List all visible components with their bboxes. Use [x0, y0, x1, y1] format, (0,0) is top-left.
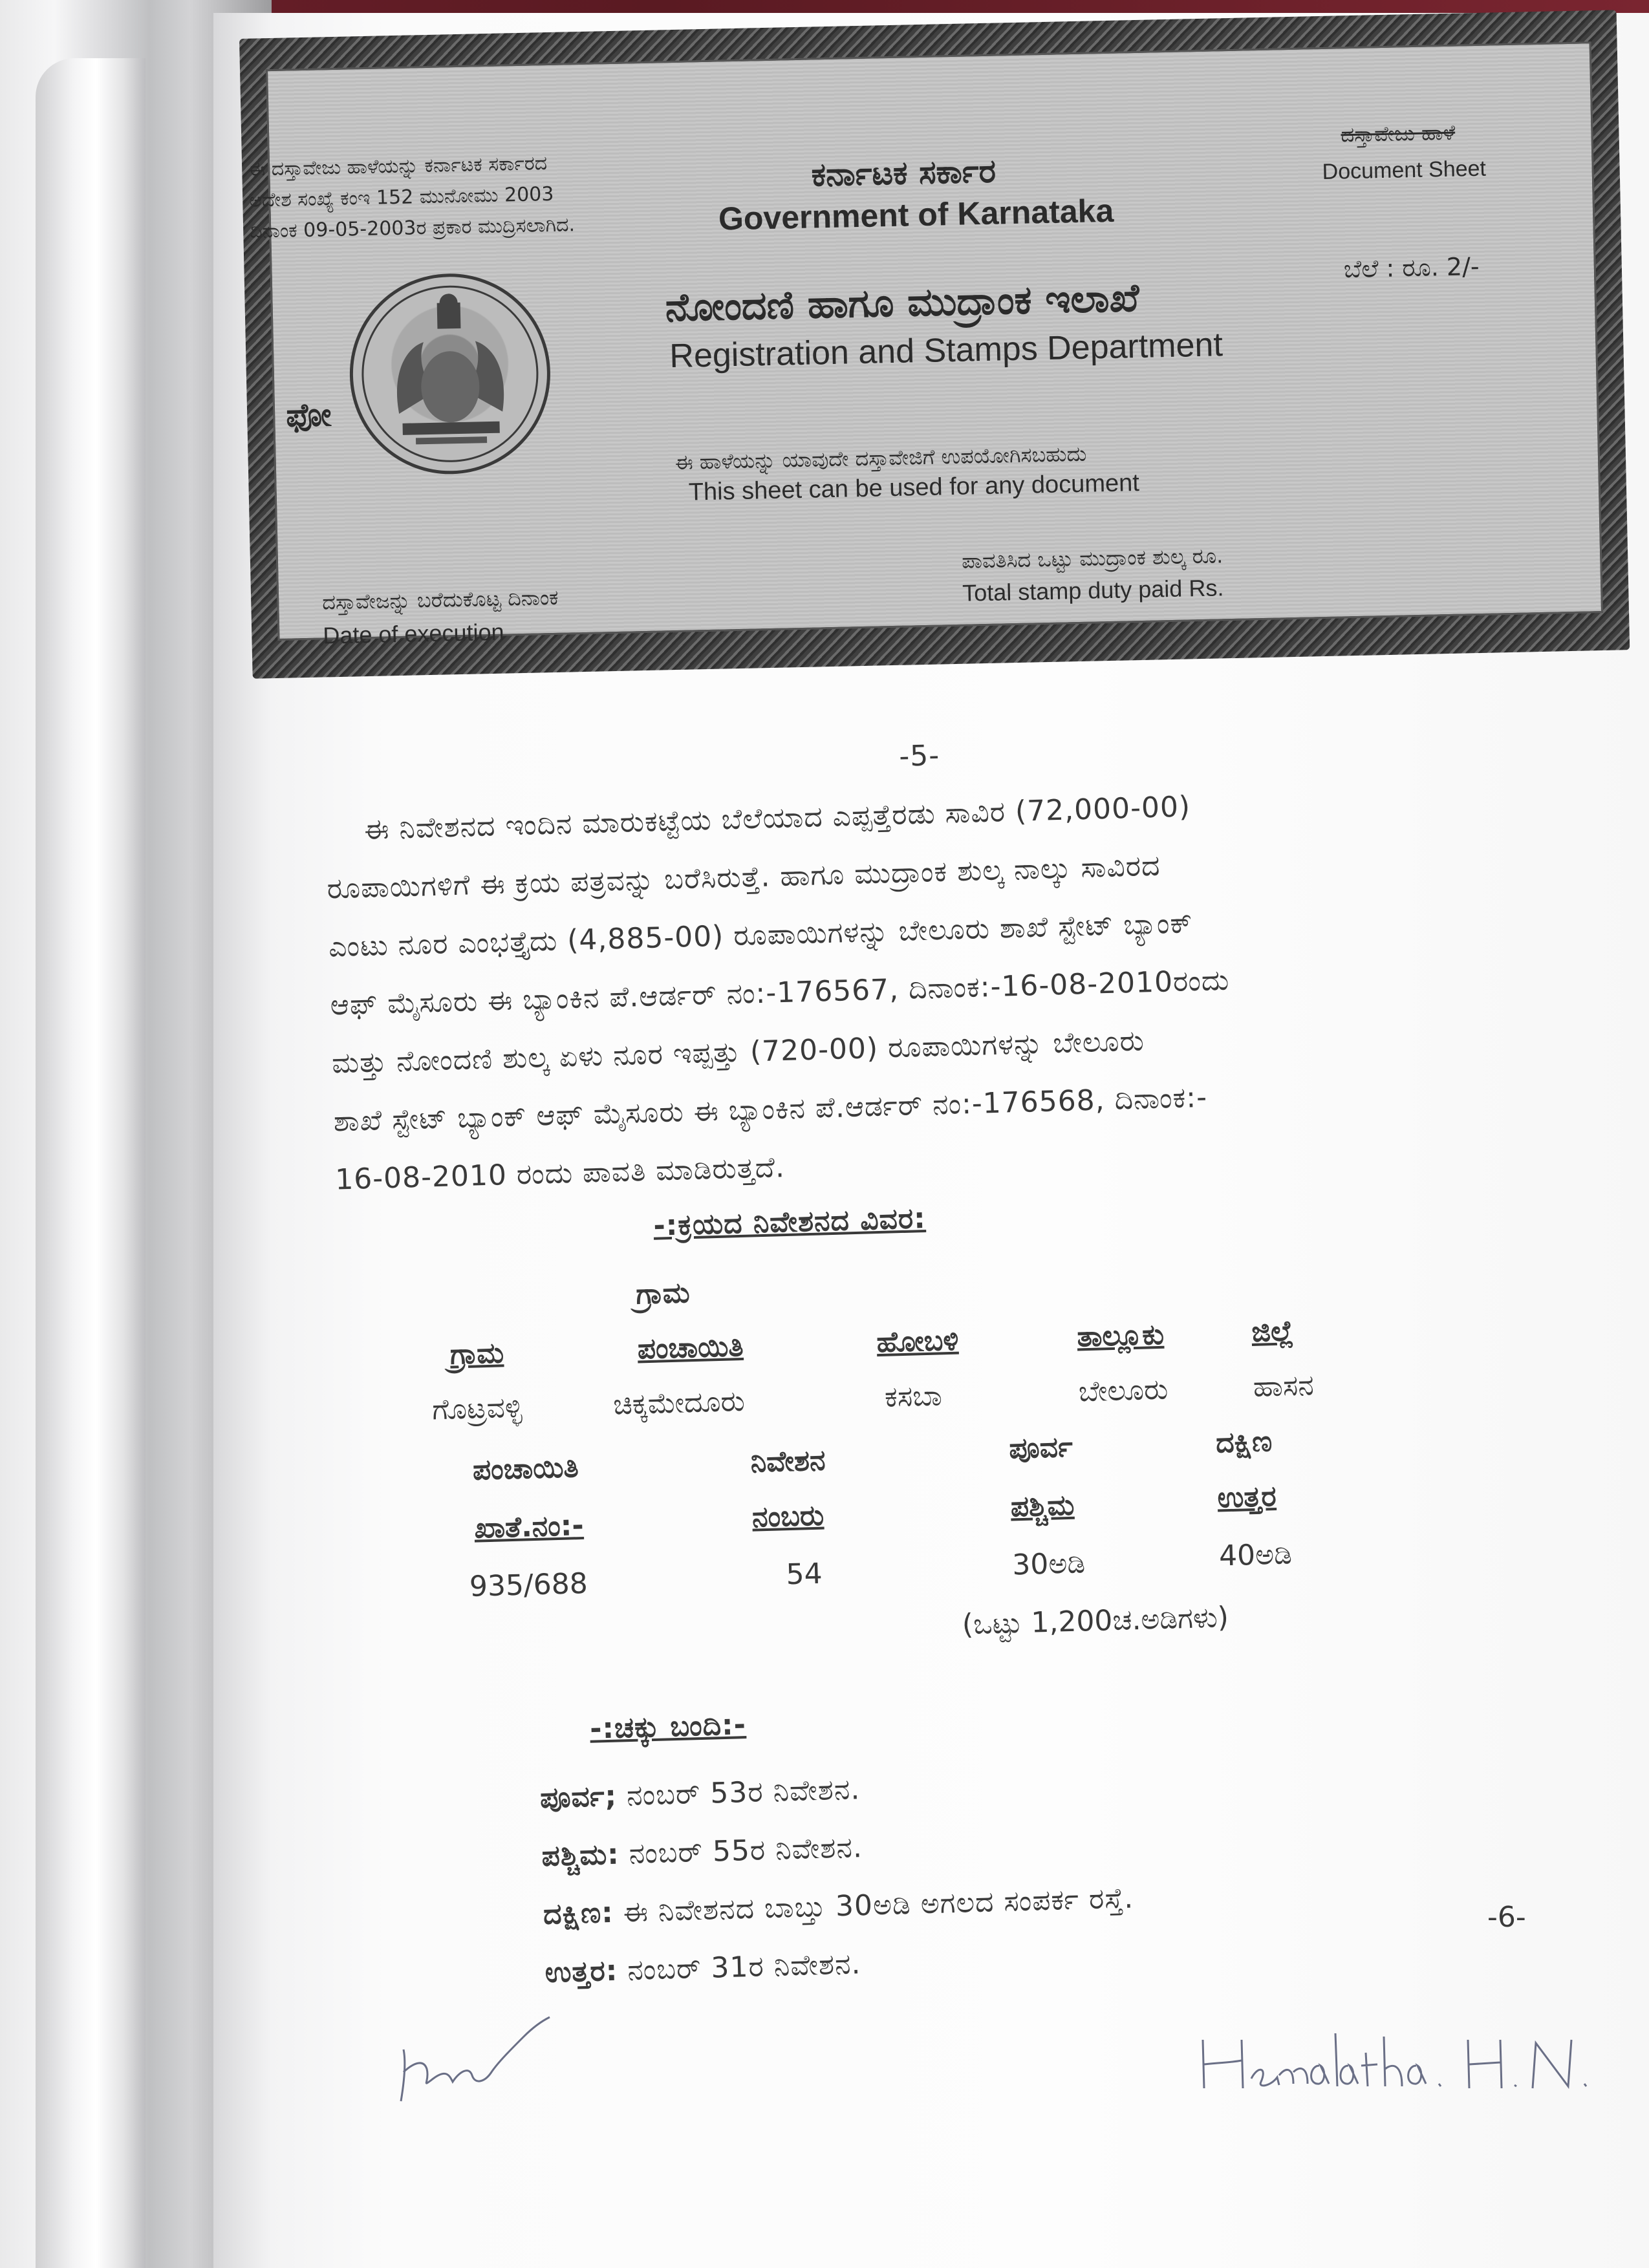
district-header: ಜಿಲ್ಲೆ	[1251, 1314, 1295, 1349]
stamp-order-line-2: ಆದೇಶ ಸಂಖ್ಯೆ ಕಂಇ 152 ಮುನೋಮು 2003	[248, 182, 554, 212]
stamp-paper-header	[239, 10, 1630, 678]
boundary-north-text: ನಂಬರ್ 31ರ ನಿವೇಶನ.	[627, 1947, 862, 1987]
boundary-east-label: ಪೂರ್ವ;	[539, 1779, 618, 1815]
boundary-south-label: ದಕ್ಷಿಣ:	[543, 1896, 614, 1931]
signature-right-drawing	[1196, 2027, 1597, 2098]
boundary-north	[544, 1947, 861, 1989]
paragraph-line-3: ಎಂಟು ನೂರ ಎಂಭತ್ತೈದು (4,885-00) ರೂಪಾಯಿಗಳನ್ನು ಬೇಲೂರು ಶಾಖೆ ಸ್ಟೇಟ್ ಬ್ಯಾಂಕ್	[328, 906, 1194, 964]
document-body	[317, 722, 1583, 2113]
east-west-value: 30ಅಡಿ	[1011, 1546, 1086, 1582]
paragraph-line-4: ಆಫ್ ಮೈಸೂರು ಈ ಬ್ಯಾಂಕಿನ ಪೆ.ಆರ್ಡರ್ ನಂ:-176567, ದಿನಾಂಕ:-16-08-2010ರಂದು	[330, 963, 1230, 1022]
dept-title-kannada: ನೋಂದಣಿ ಹಾಗೂ ಮುದ್ರಾಂಕ ಇಲಾಖೆ	[665, 275, 1140, 331]
site-header-top: ನಿವೇಶನ	[750, 1444, 826, 1479]
panchayat-header-top: ಗ್ರಾಮ	[635, 1276, 691, 1311]
paragraph-line-1: ಈ ನಿವೇಶನದ ಇಂದಿನ ಮಾರುಕಟ್ಟೆಯ ಬೆಲೆಯಾದ ಎಪ್ಪತ್ತೆರಡು ಸಾವಿರ (72,000-00)	[363, 790, 1191, 846]
taluk-header: ತಾಲ್ಲೂಕು	[1076, 1318, 1165, 1354]
hobli-value: ಕಸಬಾ	[884, 1379, 943, 1414]
district-value: ಹಾಸನ	[1253, 1369, 1315, 1404]
khata-header-top: ಪಂಚಾಯಿತಿ	[472, 1451, 579, 1487]
paragraph-line-6: ಶಾಖೆ ಸ್ಟೇಟ್ ಬ್ಯಾಂಕ್ ಆಫ್ ಮೈಸೂರು ಈ ಬ್ಯಾಂಕಿನ ಪೆ.ಆರ್ಡರ್ ನಂ:-176568, ದಿನಾಂಕ:-	[333, 1080, 1208, 1139]
karnataka-emblem-icon	[348, 272, 552, 476]
khata-value: 935/688	[469, 1567, 588, 1603]
doc-sheet-kannada: ದಸ್ತಾವೇಜು ಹಾಳೆ	[1341, 120, 1456, 147]
boundary-west	[541, 1831, 863, 1873]
page-number: -5-	[898, 739, 940, 773]
stamp-order-line-3: ದಿನಾಂಕ 09-05-2003ರ ಪ್ರಕಾರ ಮುದ್ರಿಸಲಾಗಿದ.	[249, 213, 576, 243]
execution-date-english: Date of execution	[322, 618, 504, 649]
emblem-drawing	[351, 275, 549, 473]
paragraph-line-5: ಮತ್ತು ನೋಂದಣಿ ಶುಲ್ಕ ಏಳು ನೂರ ಇಪ್ಪತ್ತು (720-00) ರೂಪಾಯಿಗಳನ್ನು ಬೇಲೂರು	[331, 1024, 1145, 1080]
panchayat-header: ಪಂಚಾಯಿತಿ	[637, 1329, 744, 1366]
west-header: ಪಶ್ಚಿಮ	[1010, 1488, 1075, 1524]
stamp-left-mark: ಫೋ	[285, 396, 332, 434]
south-header: ದಕ್ಷಿಣ	[1215, 1425, 1273, 1460]
next-page-marker: -6-	[1487, 1901, 1526, 1934]
boundary-west-label: ಪಶ್ಚಿಮ:	[541, 1837, 620, 1873]
site-number-value: 54	[785, 1557, 823, 1592]
north-header: ಉತ್ತರ	[1216, 1480, 1277, 1515]
site-number-header: ನಂಬರು	[751, 1499, 824, 1534]
taluk-value: ಬೇಲೂರು	[1078, 1373, 1169, 1409]
north-south-value: 40ಅಡಿ	[1218, 1537, 1293, 1573]
boundary-south-text: ಈ ನಿವೇಶನದ ಬಾಬ್ತು 30ಅಡಿ ಅಗಲದ ಸಂಪರ್ಕ ರಸ್ತೆ.	[623, 1881, 1134, 1929]
east-header: ಪೂರ್ವ	[1008, 1430, 1073, 1466]
boundary-west-text: ನಂಬರ್ 55ರ ನಿವೇಶನ.	[629, 1831, 863, 1871]
any-document-english: This sheet can be used for any document	[688, 469, 1140, 506]
dept-title-english: Registration and Stamps Department	[669, 326, 1223, 376]
khata-header: ಖಾತೆ.ನಂ:-	[473, 1508, 585, 1545]
panchayat-value: ಚಿಕ್ಕಮೇದೂರು	[612, 1384, 746, 1422]
site-details-heading: -:ಕ್ರಯದ ನಿವೇಶನದ ವಿವರ:	[652, 1201, 927, 1243]
total-area: (ಒಟ್ಟು 1,200ಚ.ಅಡಿಗಳು)	[962, 1601, 1229, 1642]
govt-title-kannada: ಕರ್ನಾಟಕ ಸರ್ಕಾರ	[810, 152, 997, 194]
rolled-page-inner	[36, 58, 146, 2268]
doc-sheet-english: Document Sheet	[1322, 156, 1487, 184]
execution-date-kannada: ದಸ್ತಾವೇಜನ್ನು ಬರೆದುಕೊಟ್ಟ ದಿನಾಂಕ	[321, 584, 559, 615]
boundary-south	[543, 1881, 1134, 1931]
stamp-duty-english: Total stamp duty paid Rs.	[962, 574, 1224, 606]
paragraph-line-2: ರೂಪಾಯಿಗಳಿಗೆ ಈ ಕ್ರಯ ಪತ್ರವನ್ನು ಬರೆಸಿರುತ್ತೆ. ಹಾಗೂ ಮುದ್ರಾಂಕ ಶುಲ್ಕ ನಾಲ್ಕು ಸಾವಿರದ	[327, 849, 1161, 906]
signature-right	[1196, 2027, 1597, 2098]
stamp-order-line-1: ಈ ದಸ್ತಾವೇಜು ಹಾಳೆಯನ್ನು ಕರ್ನಾಟಕ ಸರ್ಕಾರದ	[248, 152, 548, 181]
govt-title-english: Government of Karnataka	[718, 192, 1114, 237]
boundary-north-label: ಉತ್ತರ:	[544, 1954, 619, 1989]
boundary-east-text: ನಂಬರ್ 53ರ ನಿವೇಶನ.	[626, 1773, 861, 1813]
signature-left-drawing	[388, 2011, 582, 2114]
signature-left	[388, 2011, 582, 2114]
paragraph-line-7: 16-08-2010 ರಂದು ಪಾವತಿ ಮಾಡಿರುತ್ತದೆ.	[334, 1151, 786, 1197]
hobli-header: ಹೋಬಳಿ	[876, 1323, 960, 1360]
village-value: ಗೊಟ್ರವಳ್ಳಿ	[431, 1391, 523, 1427]
stamp-duty-kannada: ಪಾವತಿಸಿದ ಒಟ್ಟು ಮುದ್ರಾಂಕ ಶುಲ್ಕ ರೂ.	[961, 543, 1223, 573]
boundary-east	[539, 1773, 860, 1815]
any-document-kannada: ಈ ಹಾಳೆಯನ್ನು ಯಾವುದೇ ದಸ್ತಾವೇಜಿಗೆ ಉಪಯೋಗಿಸಬಹುದು	[674, 441, 1087, 475]
stamp-price: ಬೆಲೆ : ರೂ. 2/-	[1343, 251, 1480, 284]
boundaries-heading: -:ಚಕ್ಕು ಬಂದಿ:-	[589, 1708, 747, 1746]
village-header: ಗ್ರಾಮ	[449, 1336, 504, 1371]
